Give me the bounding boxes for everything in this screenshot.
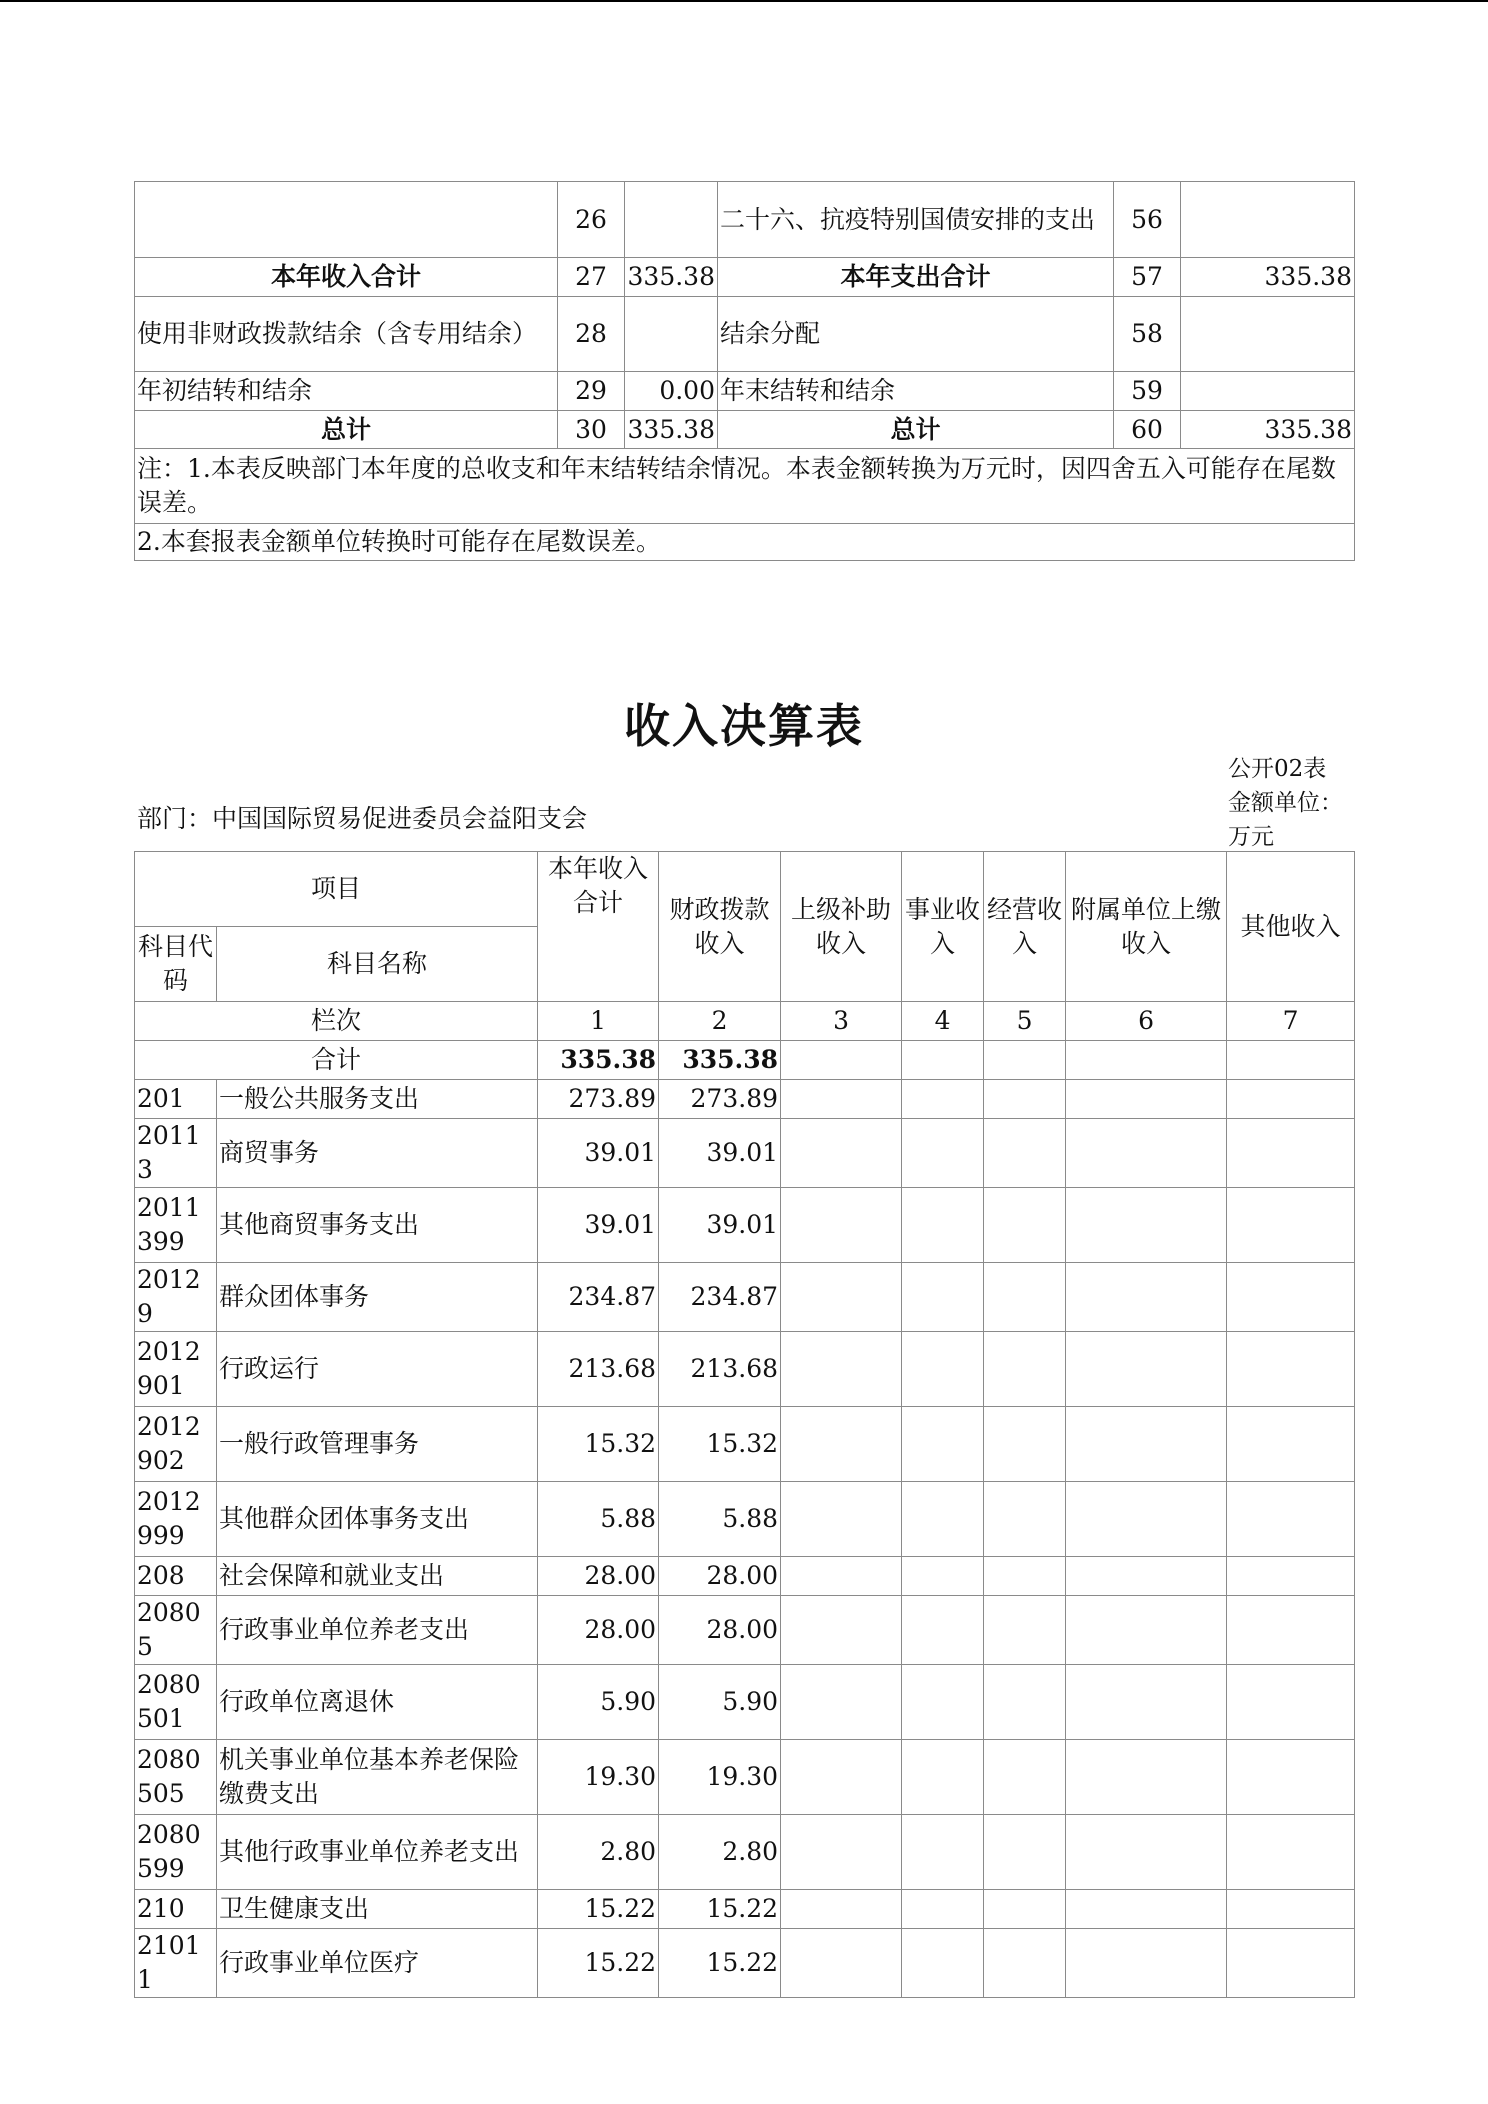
total-income: 335.38 [538,1041,659,1080]
table-row [135,1596,1355,1665]
row-empty-cell [984,1407,1066,1482]
row-empty-cell [1227,1407,1355,1482]
column-number: 6 [1066,1002,1227,1041]
header-other: 其他收入 [1227,852,1355,1002]
summary-left-value: 335.38 [625,411,718,449]
header-row [135,852,1355,927]
summary-note: 2.本套报表金额单位转换时可能存在尾数误差。 [135,524,1355,561]
row-empty-cell [1227,1815,1355,1890]
row-fiscal: 15.22 [659,1890,781,1929]
row-fiscal: 39.01 [659,1188,781,1263]
header-superior: 上级补助收入 [781,852,902,1002]
row-empty-cell [1066,1263,1227,1332]
column-number: 4 [902,1002,984,1041]
row-empty-cell [984,1665,1066,1740]
summary-left-value [625,297,718,372]
income-table [134,851,1355,1998]
summary-right-num: 56 [1114,182,1181,258]
row-fiscal: 5.90 [659,1665,781,1740]
column-number-row [135,1002,1355,1041]
row-empty-cell [781,1815,902,1890]
unit-label: 金额单位： [1228,790,1343,816]
summary-left-label: 年初结转和结余 [135,372,558,411]
unit-value: 万元 [1228,824,1274,850]
summary-row [135,182,1355,258]
row-fiscal: 5.88 [659,1482,781,1557]
row-empty-cell [984,1482,1066,1557]
row-fiscal: 39.01 [659,1119,781,1188]
row-empty-cell [902,1188,984,1263]
row-total: 28.00 [538,1596,659,1665]
column-number: 7 [1227,1002,1355,1041]
row-empty-cell [902,1815,984,1890]
row-code: 2080505 [135,1740,217,1815]
row-total: 19.30 [538,1740,659,1815]
row-total: 2.80 [538,1815,659,1890]
row-fiscal: 19.30 [659,1740,781,1815]
table-row [135,1815,1355,1890]
table-row [135,1080,1355,1119]
summary-right-value [1181,297,1355,372]
summary-left-value [625,182,718,258]
summary-left-num: 27 [558,258,625,297]
summary-note-row [135,524,1355,561]
table-row [135,1263,1355,1332]
row-empty-cell [984,1890,1066,1929]
row-empty-cell [902,1929,984,1998]
summary-right-label: 总计 [718,411,1114,449]
row-name: 行政事业单位医疗 [217,1929,538,1998]
total-row [135,1041,1355,1080]
row-code: 20129 [135,1263,217,1332]
row-total: 15.22 [538,1929,659,1998]
header-business: 事业收入 [902,852,984,1002]
row-empty-cell [781,1596,902,1665]
table-row [135,1188,1355,1263]
summary-right-label: 年末结转和结余 [718,372,1114,411]
table-row [135,1407,1355,1482]
row-total: 273.89 [538,1080,659,1119]
header-item: 项目 [135,852,538,927]
row-empty-cell [984,1332,1066,1407]
row-empty-cell [1066,1407,1227,1482]
row-name: 卫生健康支出 [217,1890,538,1929]
row-empty-cell [902,1482,984,1557]
row-empty-cell [1227,1929,1355,1998]
row-empty-cell [1066,1665,1227,1740]
row-empty-cell [1227,1188,1355,1263]
row-empty-cell [984,1740,1066,1815]
row-fiscal: 234.87 [659,1263,781,1332]
summary-row [135,411,1355,449]
summary-right-num: 59 [1114,372,1181,411]
header-operating: 经营收入 [984,852,1066,1002]
summary-right-label: 本年支出合计 [718,258,1114,297]
row-empty-cell [781,1740,902,1815]
page-top-border [0,0,1488,2]
row-empty-cell [902,1332,984,1407]
summary-right-label: 二十六、抗疫特别国债安排的支出 [718,182,1114,258]
summary-right-num: 58 [1114,297,1181,372]
row-name: 行政单位离退休 [217,1665,538,1740]
row-name: 行政运行 [217,1332,538,1407]
total-label: 合计 [135,1041,538,1080]
column-number: 5 [984,1002,1066,1041]
row-code: 2080501 [135,1665,217,1740]
row-empty-cell [781,1929,902,1998]
row-code: 208 [135,1557,217,1596]
row-fiscal: 15.32 [659,1407,781,1482]
row-name: 机关事业单位基本养老保险缴费支出 [217,1740,538,1815]
summary-right-value [1181,182,1355,258]
row-empty-cell [781,1482,902,1557]
row-fiscal: 273.89 [659,1080,781,1119]
summary-table [134,181,1355,561]
department-label: 部门：中国国际贸易促进委员会益阳支会 [137,804,588,833]
row-code: 2012999 [135,1482,217,1557]
summary-left-value: 0.00 [625,372,718,411]
row-code: 210 [135,1890,217,1929]
row-empty-cell [1066,1119,1227,1188]
column-number: 1 [538,1002,659,1041]
table-row [135,1557,1355,1596]
row-empty-cell [1066,1890,1227,1929]
row-code: 2012901 [135,1332,217,1407]
row-empty-cell [1066,1815,1227,1890]
row-code: 20113 [135,1119,217,1188]
table-number: 公开02表 [1228,756,1327,782]
row-empty-cell [902,1119,984,1188]
row-code: 2012902 [135,1407,217,1482]
row-empty-cell [984,1815,1066,1890]
summary-left-label: 使用非财政拨款结余（含专用结余） [135,297,558,372]
row-empty-cell [1227,1890,1355,1929]
table-row [135,1740,1355,1815]
income-rows [135,1080,1355,1998]
summary-right-value: 335.38 [1181,258,1355,297]
table-row [135,1665,1355,1740]
table-row [135,1482,1355,1557]
summary-left-label: 本年收入合计 [135,258,558,297]
summary-row [135,258,1355,297]
row-empty-cell [1227,1080,1355,1119]
summary-left-num: 26 [558,182,625,258]
column-number: 3 [781,1002,902,1041]
table-meta [1228,752,1343,854]
row-empty-cell [781,1263,902,1332]
row-empty-cell [781,1407,902,1482]
row-empty-cell [984,1188,1066,1263]
header-total: 本年收入合计 [538,852,659,1002]
row-name: 其他商贸事务支出 [217,1188,538,1263]
row-name: 群众团体事务 [217,1263,538,1332]
summary-left-num: 30 [558,411,625,449]
row-name: 一般行政管理事务 [217,1407,538,1482]
row-fiscal: 28.00 [659,1596,781,1665]
header-code: 科目代码 [135,927,217,1002]
row-empty-cell [902,1890,984,1929]
summary-right-num: 60 [1114,411,1181,449]
header-name: 科目名称 [217,927,538,1002]
summary-right-label: 结余分配 [718,297,1114,372]
row-name: 其他行政事业单位养老支出 [217,1815,538,1890]
row-total: 39.01 [538,1188,659,1263]
row-code: 20805 [135,1596,217,1665]
row-empty-cell [902,1740,984,1815]
summary-note-row [135,449,1355,524]
row-empty-cell [1066,1482,1227,1557]
row-name: 商贸事务 [217,1119,538,1188]
row-name: 其他群众团体事务支出 [217,1482,538,1557]
summary-left-value: 335.38 [625,258,718,297]
row-empty-cell [984,1263,1066,1332]
row-empty-cell [984,1929,1066,1998]
row-empty-cell [984,1119,1066,1188]
row-empty-cell [1227,1740,1355,1815]
row-total: 5.88 [538,1482,659,1557]
row-code: 2011399 [135,1188,217,1263]
row-empty-cell [902,1557,984,1596]
row-total: 213.68 [538,1332,659,1407]
summary-right-value: 335.38 [1181,411,1355,449]
row-empty-cell [902,1080,984,1119]
row-total: 15.22 [538,1890,659,1929]
row-total: 28.00 [538,1557,659,1596]
row-empty-cell [781,1557,902,1596]
row-empty-cell [781,1119,902,1188]
row-empty-cell [1227,1332,1355,1407]
row-empty-cell [781,1665,902,1740]
total-fiscal: 335.38 [659,1041,781,1080]
table-row [135,1929,1355,1998]
row-empty-cell [1066,1740,1227,1815]
page-title: 收入决算表 [624,699,864,753]
row-name: 社会保障和就业支出 [217,1557,538,1596]
row-empty-cell [902,1665,984,1740]
row-empty-cell [781,1080,902,1119]
summary-left-label [135,182,558,258]
row-empty-cell [902,1263,984,1332]
summary-right-num: 57 [1114,258,1181,297]
row-total: 5.90 [538,1665,659,1740]
summary-note: 注：1.本表反映部门本年度的总收支和年末结转结余情况。本表金额转换为万元时，因四舍五入可能存在尾数误差。 [135,449,1355,524]
summary-left-num: 29 [558,372,625,411]
summary-row [135,297,1355,372]
row-name: 行政事业单位养老支出 [217,1596,538,1665]
row-total: 234.87 [538,1263,659,1332]
table-row [135,1119,1355,1188]
row-empty-cell [1227,1263,1355,1332]
row-code: 21011 [135,1929,217,1998]
row-fiscal: 2.80 [659,1815,781,1890]
row-empty-cell [1066,1332,1227,1407]
summary-right-value [1181,372,1355,411]
row-empty-cell [1066,1080,1227,1119]
row-fiscal: 213.68 [659,1332,781,1407]
row-empty-cell [902,1407,984,1482]
header-affiliated: 附属单位上缴收入 [1066,852,1227,1002]
row-empty-cell [1066,1929,1227,1998]
row-code: 201 [135,1080,217,1119]
row-fiscal: 28.00 [659,1557,781,1596]
row-empty-cell [1227,1557,1355,1596]
column-row-label: 栏次 [135,1002,538,1041]
row-empty-cell [781,1188,902,1263]
row-empty-cell [1066,1188,1227,1263]
summary-left-label: 总计 [135,411,558,449]
header-fiscal: 财政拨款收入 [659,852,781,1002]
table-row [135,1890,1355,1929]
column-number: 2 [659,1002,781,1041]
row-total: 39.01 [538,1119,659,1188]
row-fiscal: 15.22 [659,1929,781,1998]
row-empty-cell [781,1332,902,1407]
summary-left-num: 28 [558,297,625,372]
row-empty-cell [1066,1596,1227,1665]
row-empty-cell [984,1557,1066,1596]
row-empty-cell [1227,1665,1355,1740]
table-row [135,1332,1355,1407]
row-empty-cell [1227,1482,1355,1557]
row-empty-cell [1227,1119,1355,1188]
row-empty-cell [984,1080,1066,1119]
row-empty-cell [1066,1557,1227,1596]
summary-row [135,372,1355,411]
row-code: 2080599 [135,1815,217,1890]
row-total: 15.32 [538,1407,659,1482]
row-empty-cell [902,1596,984,1665]
row-empty-cell [1227,1596,1355,1665]
row-name: 一般公共服务支出 [217,1080,538,1119]
row-empty-cell [984,1596,1066,1665]
row-empty-cell [781,1890,902,1929]
